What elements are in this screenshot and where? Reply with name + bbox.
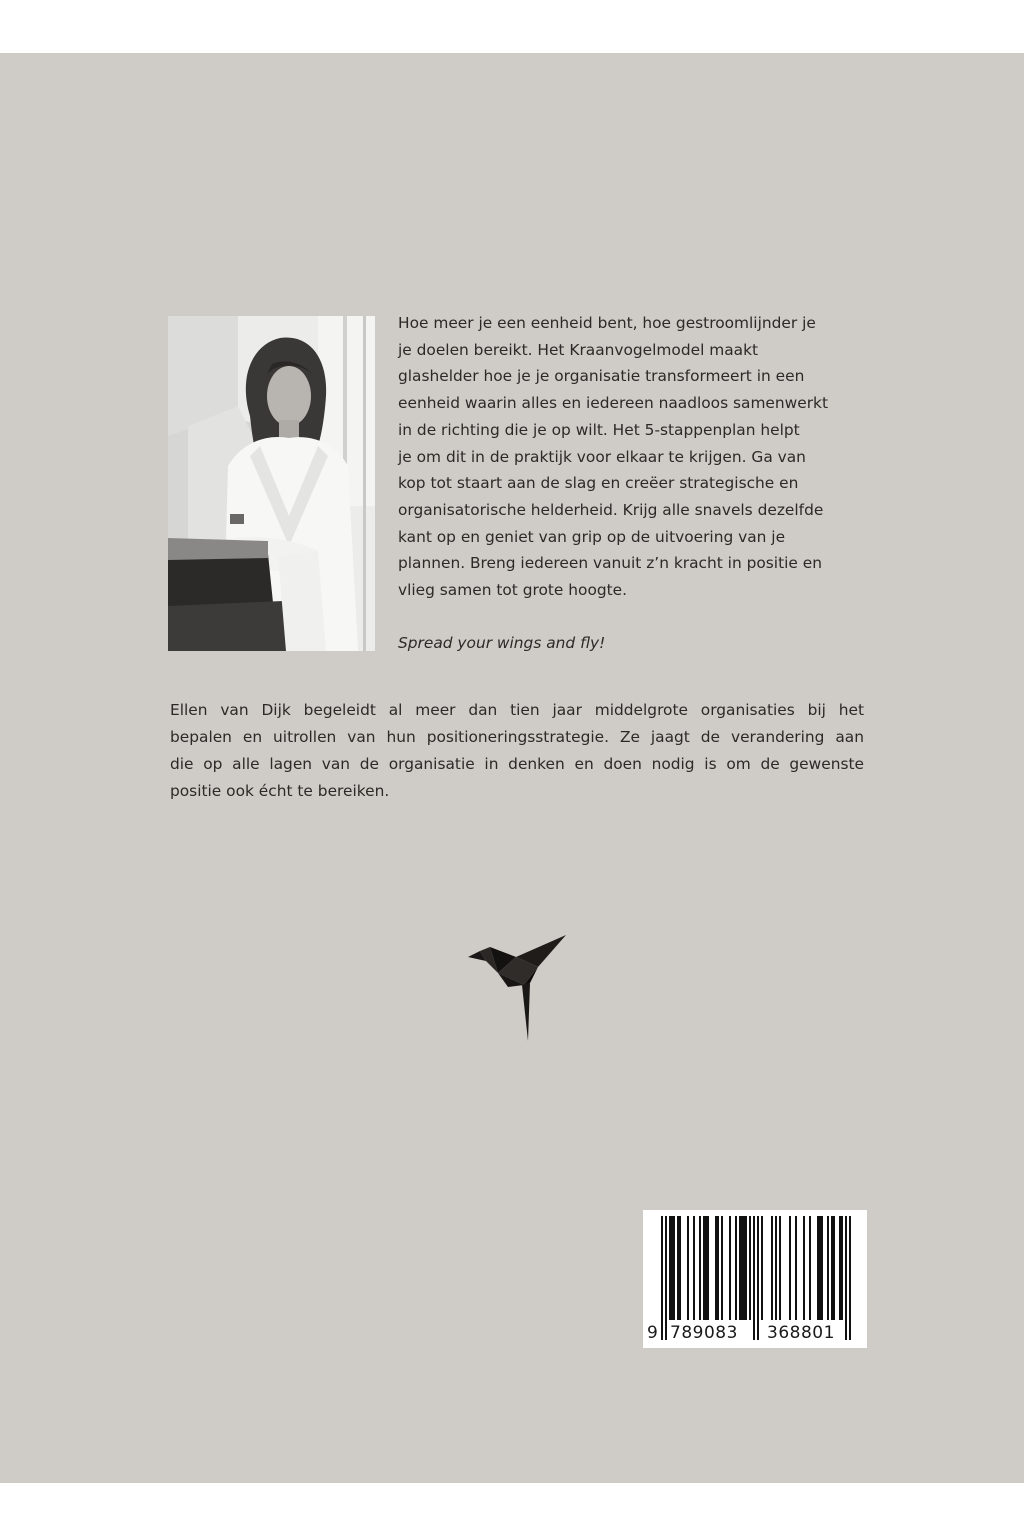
- barcode-bar: [735, 1216, 737, 1320]
- barcode-bar: [679, 1216, 681, 1320]
- blurb-line: organisatorische helderheid. Krijg alle snavels dezelfde: [398, 500, 824, 519]
- barcode-bar: [827, 1216, 829, 1320]
- barcode-bar: [669, 1216, 671, 1320]
- author-bio: [170, 697, 864, 805]
- author-bio-line: Ellen van Dijk begeleidt al meer dan tien jaar middelgrote organisaties bij het: [170, 701, 864, 719]
- barcode-bar: [795, 1216, 797, 1320]
- blurb-line: kant op en geniet van grip op de uitvoering van je: [398, 527, 786, 546]
- blurb-line: je doelen bereikt. Het Kraanvogelmodel maakt: [398, 340, 759, 359]
- barcode-bar: [743, 1216, 745, 1320]
- author-photo: [168, 316, 375, 651]
- blurb-line: glashelder hoe je je organisatie transformeert in een: [398, 367, 805, 386]
- barcode-bar: [703, 1216, 705, 1320]
- tagline: Spread your wings and fly!: [398, 634, 606, 652]
- barcode-bar: [707, 1216, 709, 1320]
- blurb-line: je om dit in de praktijk voor elkaar te krijgen. Ga van: [398, 447, 806, 466]
- blurb-line: in de richting die je op wilt. Het 5-stappenplan helpt: [398, 420, 800, 439]
- barcode-bar: [753, 1216, 755, 1340]
- barcode-bar: [673, 1216, 675, 1320]
- barcode-bar: [779, 1216, 781, 1320]
- barcode-bar: [775, 1216, 777, 1320]
- author-bio-line: die op alle lagen van de organisatie in denken en doen nodig is om de gewenste: [170, 755, 864, 773]
- isbn-first-digit: 9: [647, 1323, 659, 1343]
- barcode-bar: [789, 1216, 791, 1320]
- barcode-bar: [677, 1216, 679, 1320]
- barcode-bar: [749, 1216, 751, 1320]
- barcode-bar: [739, 1216, 741, 1320]
- barcode-bar: [819, 1216, 821, 1320]
- blurb-text: [398, 310, 868, 604]
- barcode-bar: [845, 1216, 847, 1340]
- isbn-left-digits: 789083: [670, 1323, 738, 1343]
- barcode-bar: [699, 1216, 701, 1320]
- barcode-bar: [705, 1216, 707, 1320]
- blurb-line: plannen. Breng iedereen vanuit z’n kracht in positie en: [398, 554, 822, 573]
- barcode-bar: [803, 1216, 805, 1320]
- barcode-bar: [839, 1216, 841, 1320]
- barcode-bar: [821, 1216, 823, 1320]
- isbn-barcode: [643, 1210, 867, 1348]
- barcode-bar: [745, 1216, 747, 1320]
- barcode-bar: [721, 1216, 723, 1320]
- barcode-bar: [665, 1216, 667, 1340]
- barcode-bar: [817, 1216, 819, 1320]
- barcode-bar: [841, 1216, 843, 1320]
- barcode-bar: [717, 1216, 719, 1320]
- blurb-line: vlieg samen tot grote hoogte.: [398, 581, 628, 600]
- barcode-bar: [661, 1216, 663, 1340]
- barcode-bar: [849, 1216, 851, 1340]
- barcode-bar: [831, 1216, 833, 1320]
- blurb-line: eenheid waarin alles en iedereen naadloos samenwerkt: [398, 394, 828, 413]
- barcode-bar: [671, 1216, 673, 1320]
- barcode-bar: [729, 1216, 731, 1320]
- blurb-line: Hoe meer je een eenheid bent, hoe gestroomlijnder je: [398, 314, 816, 332]
- barcode-bar: [693, 1216, 695, 1320]
- barcode-bar: [761, 1216, 763, 1320]
- barcode-bar: [833, 1216, 835, 1320]
- barcode-bar: [687, 1216, 689, 1320]
- barcode-bar: [757, 1216, 759, 1340]
- barcode-bar: [771, 1216, 773, 1320]
- author-bio-line: bepalen en uitrollen van hun positioneringsstrategie. Ze jaagt de verandering aan: [170, 728, 864, 746]
- barcode-bar: [741, 1216, 743, 1320]
- barcode-bar: [715, 1216, 717, 1320]
- blurb-line: kop tot staart aan de slag en creëer strategische en: [398, 474, 799, 493]
- isbn-right-digits: 368801: [767, 1323, 835, 1343]
- author-bio-line: positie ook écht te bereiken.: [170, 782, 390, 800]
- barcode-bar: [809, 1216, 811, 1320]
- origami-crane-icon: [468, 935, 568, 1045]
